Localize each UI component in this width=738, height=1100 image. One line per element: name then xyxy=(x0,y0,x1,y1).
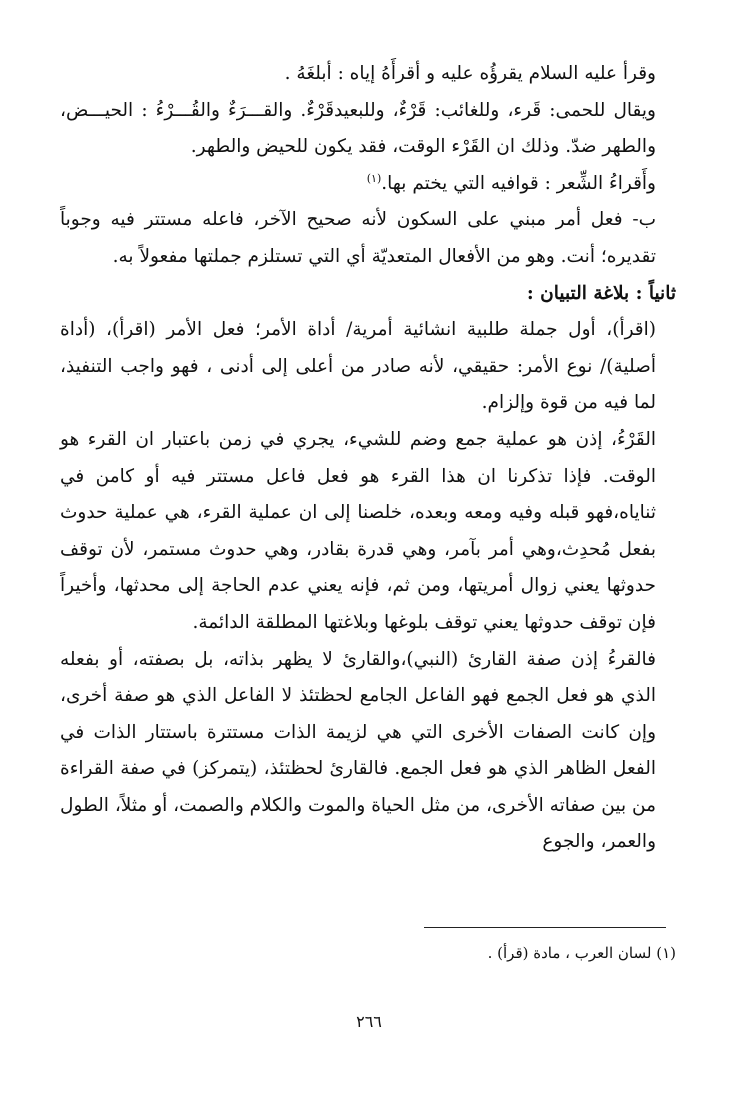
paragraph-5: (اقرأ)، أول جملة طلبية انشائية أمرية/ أداة الأمر؛ فعل الأمر (اقرأ)، (أداة أصلية)/ نوع الأمر: حقيقي، لأنه صادر من أعلى إلى أدنى ، فهو واجب التنفيذ، لما فيه من قوة وإلزام. xyxy=(60,319,656,414)
page-number: ٢٦٦ xyxy=(356,1012,382,1031)
section-heading: ثانياً : بلاغة التبيان : xyxy=(526,282,676,304)
paragraph-6: القَرْءُ، إذن هو عملية جمع وضم للشيء، يجري في زمن باعتبار ان القرء هو الوقت. فإذا تذكرنا ان هذا القرء هو فعل فاعل مستتر فيه أو كامن في ثناياه،فهو قبله وفيه ومعه وبعده، خلصنا إلى ان عملية القرء، هي عملية حدوث بفعل مُحدِث،وهي أمر بآمر، وهي قدرة بقادر، وهي حدوث مستمر، لأن توقف حدوثها يعني زوال أمريتها، ومن ثم، فإنه يعني عدم الحاجة إلى محدثها، وأخيراً فإن توقف حدوثها يعني توقف بلوغها وبلاغتها المطلقة الدائمة. xyxy=(60,428,656,633)
footnote-divider xyxy=(424,927,666,928)
paragraph-1: وقرأ عليه السلام يقرؤُه عليه و أقرأَهُ إياه : أبلغَهُ . xyxy=(284,63,656,84)
paragraph-3-text: وأَقراءُ الشِّعر : قوافيه التي يختم بها. xyxy=(381,172,656,194)
footnote-reference[interactable]: (١) xyxy=(366,171,382,185)
main-text xyxy=(60,56,676,861)
paragraph-7: فالقرءُ إذن صفة القارئ (النبي)،والقارئ لا يظهر بذاته، بل بصفته، أو بفعله الذي هو فعل الجمع فهو الفاعل الجامع لحظتئذ لا الفاعل الذي هو صفة أخرى، وإن كانت الصفات الأخرى التي هي لزيمة الذات مستترة باستتار الذات في الفعل الظاهر الذي هو فعل الجمع. فالقارئ لحظتئذ، (يتمركز) في صفة القراءة من بين صفاته الأخرى، من مثل الحياة والموت والكلام والصمت، أو مثلاً، الطول والعمر، والجوع xyxy=(60,648,656,853)
paragraph-3 xyxy=(60,166,676,203)
paragraph-4: ب- فعل أمر مبني على السكون لأنه صحيح الآخر، فاعله مستتر فيه وجوباً تقديره؛ أنت. وهو من الأفعال المتعديّة أي التي تستلزم جملتها مفعولاً به. xyxy=(60,209,656,267)
footnote-marker: (١) xyxy=(656,944,676,962)
footnote xyxy=(76,938,676,968)
footnote-text: لسان العرب ، مادة (قرأ) . xyxy=(487,944,652,962)
paragraph-2: ويقال للحمى: قَرء، وللغائب: قَرْءٌ، وللبعيدقَرْءٌ. والقـــرَءٌ والقُـــرْءُ : الحيـــض، والطهر ضدّ. وذلك ان القَرْء الوقت، فقد يكون للحيض والطهر. xyxy=(60,99,656,158)
